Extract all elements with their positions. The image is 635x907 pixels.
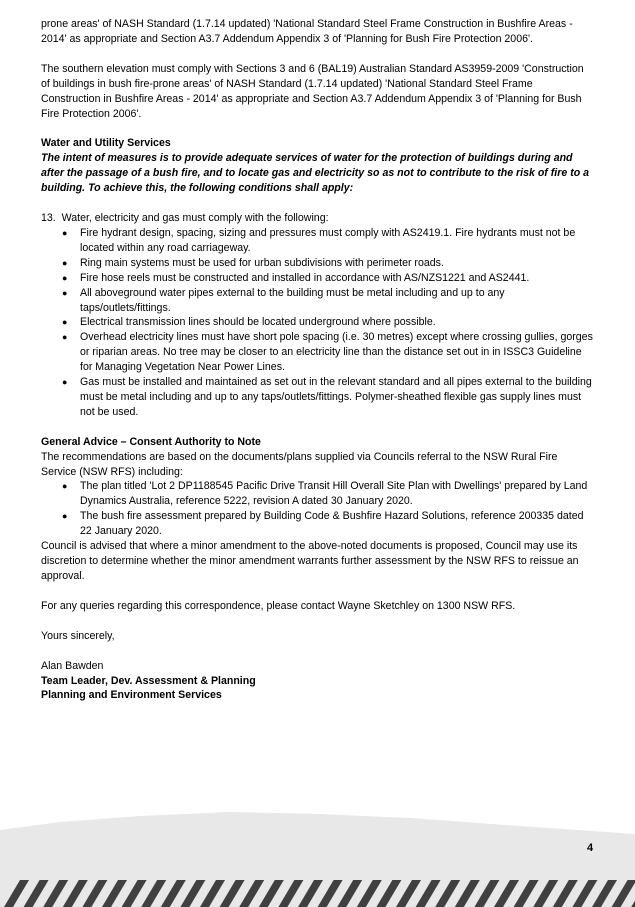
page-number: 4 [587, 842, 594, 854]
signatory-title: Team Leader, Dev. Assessment & Planning [41, 674, 256, 687]
condition-13 [41, 211, 593, 226]
condition-number: 13. [41, 212, 56, 225]
contact-paragraph: For any queries regarding this correspondence, please contact Wayne Sketchley on 1300 NSW RFS. [41, 599, 516, 612]
advice-documents-list [41, 479, 593, 539]
list-item: ● The bush fire assessment prepared by Building Code & Bushfire Hazard Solutions, reference 200335 dated 22 January 2020. [41, 509, 593, 539]
list-item: ● Overhead electricity lines must have short pole spacing (i.e. 30 metres) except where crossing gullies, gorges or riparian areas. No tree may be closer to an electricity line than the distance set out in in ISSC3 Guideline for Managing Vegetation Near Power Lines. [41, 330, 593, 375]
water-intent: The intent of measures is to provide adequate services of water for the protection of buildings during and after the passage of a bush fire, and to locate gas and electricity so as not to contribute to the risk of fire to a building. To achieve this, the following conditions shall apply: [41, 152, 590, 195]
advice-intro: The recommendations are based on the documents/plans supplied via Councils referral to the NSW Rural Fire Service (NSW RFS) including: [41, 450, 558, 478]
list-item: ● Ring main systems must be used for urban subdivisions with perimeter roads. [41, 256, 593, 271]
footer-stripe-band [0, 812, 635, 907]
signatory-name: Alan Bawden [41, 659, 104, 672]
condition-text: Water, electricity and gas must comply with the following: [61, 212, 329, 225]
intro-paragraph-2: The southern elevation must comply with Sections 3 and 6 (BAL19) Australian Standard AS3959-2009 'Construction of buildings in bush fire-prone areas' of NASH Standard (1.7.14 updated) 'National Standard Steel Frame Construction in Bushfire Areas - 2014' as appropriate and Section A3.7 Addendum Appendix 3 of 'Planning for Bush Fire Protection 2006'. [41, 62, 584, 120]
list-item: ● Fire hydrant design, spacing, sizing and pressures must comply with AS2419.1. Fire hydrants must not be located within any road carriageway. [41, 226, 593, 256]
list-item: ● All aboveground water pipes external to the building must be metal including and up to any taps/outlets/fittings. [41, 286, 593, 316]
list-item: ● The plan titled 'Lot 2 DP1188545 Pacific Drive Transit Hill Overall Site Plan with Dwellings' prepared by Land Dynamics Australia, reference 5222, revision A dated 30 January 2020. [41, 479, 593, 509]
list-item: ● Gas must be installed and maintained as set out in the relevant standard and all pipes external to the building must be metal including and up to any taps/outlets/fittings. Polymer-sheathed flexible gas supply lines must not be used. [41, 375, 593, 420]
advice-closing: Council is advised that where a minor amendment to the above-noted documents is proposed, Council may use its discretion to determine whether the minor amendment warrants further assessment by the NSW RFS to reissue an approval. [41, 540, 579, 582]
intro-paragraph-1: prone areas' of NASH Standard (1.7.14 updated) 'National Standard Steel Frame Construction in Bushfire Areas - 2014' as appropriate and Section A3.7 Addendum Appendix 3 of 'Planning for Bush Fire Protection 2006'. [41, 18, 573, 45]
water-heading: Water and Utility Services [41, 137, 171, 150]
list-item: ● Fire hose reels must be constructed and installed in accordance with AS/NZS1221 and AS2441. [41, 271, 593, 286]
advice-heading: General Advice – Consent Authority to Note [41, 435, 261, 448]
document-body [41, 17, 593, 703]
water-conditions-list [41, 226, 593, 420]
list-item: ● Electrical transmission lines should be located underground where possible. [41, 315, 593, 330]
signatory-department: Planning and Environment Services [41, 689, 222, 702]
salutation: Yours sincerely, [41, 629, 115, 642]
